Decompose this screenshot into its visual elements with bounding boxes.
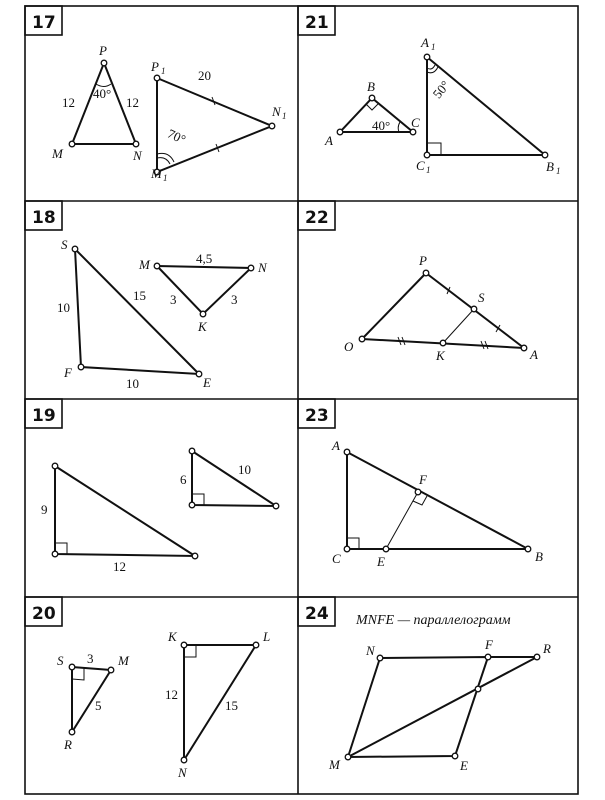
figure-label: F (419, 472, 427, 487)
vertex-point (424, 54, 430, 60)
vertex-point (534, 654, 540, 660)
figure-stroke (366, 104, 378, 110)
vertex-point (337, 129, 343, 135)
vertex-point (485, 654, 491, 660)
triangle-acb (347, 452, 528, 549)
figure-label: 24 (305, 604, 329, 624)
figure-label: 3 (231, 292, 238, 307)
figure-label: 10 (238, 462, 251, 477)
figure-label: 5 (95, 698, 102, 713)
figure-label: N (178, 765, 187, 780)
figure-stroke (443, 309, 474, 343)
problem-19-figure (41, 448, 279, 574)
problem-22-figure (344, 253, 538, 363)
figure-label: A (332, 438, 340, 453)
vertex-point (189, 502, 195, 508)
vertex-point (181, 757, 187, 763)
vertex-point (133, 141, 139, 147)
problem-number-24 (298, 597, 335, 626)
triangle-m1n1p1 (157, 78, 272, 172)
problem-number-22 (298, 201, 335, 230)
problem-17-figure (51, 43, 287, 183)
figure-stroke (398, 122, 400, 132)
vertex-point (440, 340, 446, 346)
figure-label: 10 (57, 300, 70, 315)
triangle-a1b1c1 (427, 57, 545, 155)
vertex-point (452, 753, 458, 759)
vertex-point (101, 60, 107, 66)
figure-label: 3 (87, 651, 94, 666)
vertex-point (189, 448, 195, 454)
figure-label: 18 (32, 208, 56, 228)
figure-label: C (332, 551, 341, 566)
figure-label: 1 (161, 66, 166, 76)
figure-label: M (118, 653, 129, 668)
vertex-point (196, 371, 202, 377)
figure-label: 3 (170, 292, 177, 307)
triangle-large (55, 466, 195, 556)
figure-label: A (421, 35, 429, 50)
figure-label: 19 (32, 406, 56, 426)
vertex-point (269, 123, 275, 129)
vertex-point (69, 729, 75, 735)
figure-label: 10 (126, 376, 139, 391)
vertex-point (383, 546, 389, 552)
vertex-point (192, 553, 198, 559)
problem-number-19 (25, 399, 62, 428)
figure-label: N (258, 260, 267, 275)
problem-18-figure (57, 237, 268, 391)
figure-label: C (416, 158, 425, 173)
vertex-point (78, 364, 84, 370)
vertex-point (359, 336, 365, 342)
problem-20-figure (57, 629, 270, 780)
figure-label: 12 (126, 95, 139, 110)
figure-label: P (151, 59, 159, 74)
figure-label: 22 (305, 208, 329, 228)
figure-label: 12 (62, 95, 75, 110)
figure-label: F (64, 365, 72, 380)
figure-label: O (344, 339, 354, 354)
figure-label: 1 (431, 42, 436, 52)
figure-label: 20 (198, 68, 211, 83)
figure-label: E (203, 375, 211, 390)
figure-label: 40° (372, 118, 391, 133)
figure-label: 12 (113, 559, 126, 574)
vertex-point (423, 270, 429, 276)
figure-label: 1 (282, 111, 287, 121)
figure-label: 9 (41, 502, 48, 517)
problem-21-figure (324, 35, 561, 176)
figure-stroke (157, 158, 170, 164)
figure-label: S (61, 237, 68, 252)
figure-label: 1 (426, 165, 431, 175)
problem-24-title: MNFE — параллелограмм (356, 613, 511, 628)
figure-label: E (377, 554, 385, 569)
figure-label: K (168, 629, 177, 644)
vertex-point (200, 311, 206, 317)
figure-label: 21 (305, 13, 329, 33)
vertex-point (410, 129, 416, 135)
vertex-point (415, 489, 421, 495)
figure-label: 1 (163, 173, 168, 183)
vertex-point (52, 463, 58, 469)
figure-label: N (272, 104, 281, 119)
figure-label: 15 (133, 288, 146, 303)
figure-label: L (263, 629, 271, 644)
figure-label: M (151, 166, 162, 181)
figure-label: 40° (93, 86, 112, 101)
vertex-point (273, 503, 279, 509)
triangle-smr (72, 667, 111, 732)
vertex-point (424, 152, 430, 158)
figure-label: 20 (32, 604, 56, 624)
vertex-point (377, 655, 383, 661)
figure-label: A (530, 347, 538, 362)
figure-label: K (436, 348, 445, 363)
problem-24-figure (328, 613, 551, 773)
figure-label: 50° (429, 77, 453, 102)
figure-label: N (133, 148, 142, 163)
figure-label: R (64, 737, 72, 752)
parallelogram-mnfe (348, 657, 488, 757)
problem-23-figure (331, 438, 543, 569)
triangle-sfe (75, 249, 199, 374)
figure-label: P (99, 43, 107, 58)
figure-label: K (198, 319, 207, 334)
vertex-point (154, 75, 160, 81)
problem-number-21 (298, 6, 335, 35)
vertex-point (248, 265, 254, 271)
vertex-point (471, 306, 477, 312)
figure-stroke (427, 65, 435, 69)
figure-label: S (57, 653, 64, 668)
figure-label: S (478, 290, 485, 305)
problem-number-23 (298, 399, 335, 428)
figure-label: A (325, 133, 333, 148)
figure-label: 12 (165, 687, 178, 702)
vertex-point (345, 754, 351, 760)
vertex-point (181, 642, 187, 648)
figure-label: C (411, 115, 420, 130)
vertex-point (72, 246, 78, 252)
figure-label: 1 (556, 166, 561, 176)
problem-number-17 (25, 6, 62, 35)
vertex-point (52, 551, 58, 557)
figure-label: 6 (180, 472, 187, 487)
vertex-point (69, 141, 75, 147)
vertex-point (154, 263, 160, 269)
vertex-point (69, 664, 75, 670)
problem-number-20 (25, 597, 62, 626)
figure-label: F (485, 637, 493, 652)
figure-label: 70° (165, 125, 189, 147)
figure-label: P (419, 253, 427, 268)
triangle-kln (184, 645, 256, 760)
vertex-point (525, 546, 531, 552)
vertex-point (542, 152, 548, 158)
figure-stroke (362, 273, 426, 339)
figure-label: N (366, 643, 375, 658)
vertex-point (344, 449, 350, 455)
vertex-point (253, 642, 259, 648)
figure-label: 4,5 (196, 251, 213, 266)
vertex-point (521, 345, 527, 351)
vertex-point (369, 95, 375, 101)
figure-label: B (535, 549, 543, 564)
triangle-small (192, 451, 276, 506)
vertex-point (108, 667, 114, 673)
figure-label: 15 (225, 698, 238, 713)
figure-label: M (139, 257, 150, 272)
problem-number-18 (25, 201, 62, 230)
vertex-point (475, 686, 481, 692)
figure-label: E (460, 758, 468, 773)
figure-label: M (329, 757, 340, 772)
vertex-point (344, 546, 350, 552)
figure-label: M (52, 146, 63, 161)
figure-label: 23 (305, 406, 329, 426)
figure-label: 17 (32, 13, 56, 33)
figure-label: B (367, 79, 375, 94)
figure-label: R (543, 641, 551, 656)
figure-label: B (546, 159, 554, 174)
